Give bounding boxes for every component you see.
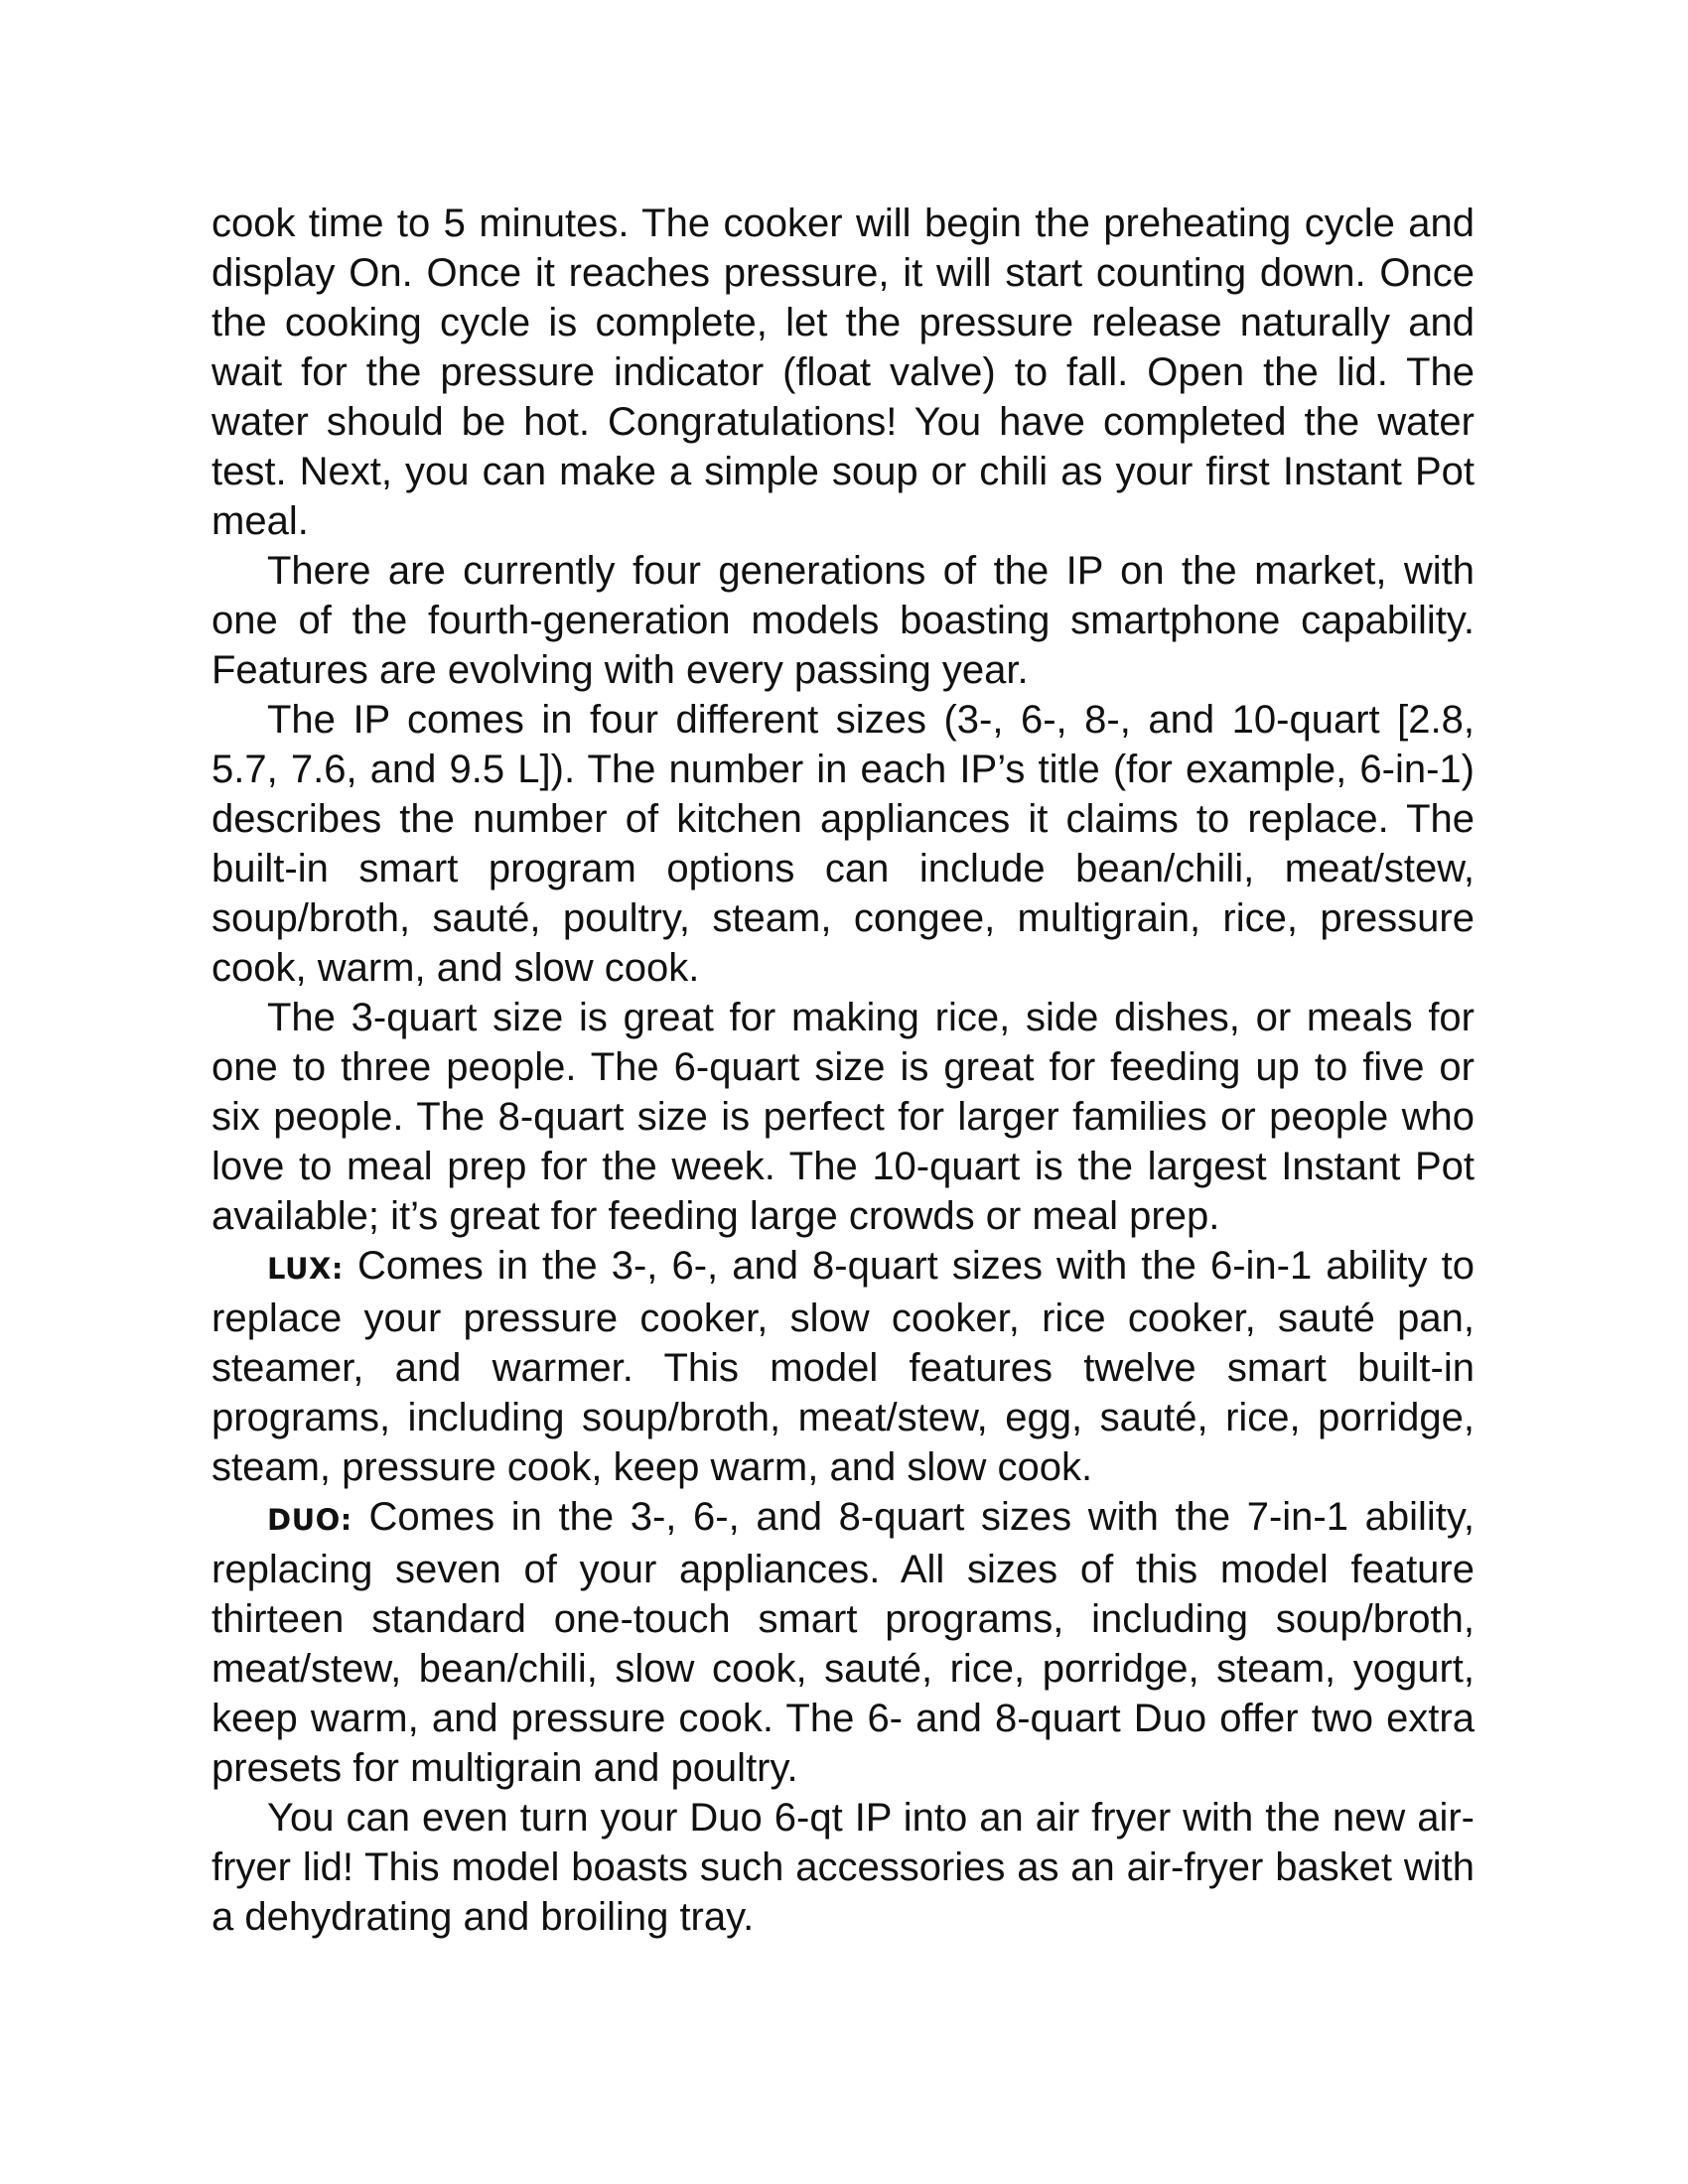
lux-description: Comes in the 3-, 6-, and 8-quart sizes with the 6-in-1 ability to replace your pressure cooker, slow cooker, rice cooker, sauté pan, steamer, and warmer. This model features twelve smart built-in programs, including soup/broth, meat/stew, egg, sauté, rice, porridge, steam, pressure cook, keep warm, and slow cook.	[211, 1244, 1475, 1489]
paragraph-lux	[211, 1241, 1475, 1492]
paragraph-water-test: cook time to 5 minutes. The cooker will begin the preheating cycle and display On. Once it reaches pressure, it will start counting down. Once the cooking cycle is complete, let the pressure release naturally and wait for the pressure indicator (float valve) to fall. Open the lid. The water should be hot. Congratulations! You have completed the water test. Next, you can make a simple soup or chili as your first Instant Pot meal.	[211, 202, 1475, 543]
duo-description: Comes in the 3-, 6-, and 8-quart sizes with the 7-in-1 ability, replacing seven of your appliances. All sizes of this model feature thirteen standard one-touch smart programs, including soup/broth, meat/stew, bean/chili, slow cook, sauté, rice, porridge, steam, yogurt, keep warm, and pressure cook. The 6- and 8-quart Duo offer two extra presets for multigrain and poultry.	[211, 1495, 1475, 1790]
duo-term: DUO:	[267, 1503, 352, 1537]
lux-term: LUX:	[267, 1252, 344, 1286]
paragraph-duo	[211, 1492, 1475, 1793]
paragraph-air-fryer: You can even turn your Duo 6-qt IP into an air fryer with the new air-fryer lid! This model boasts such accessories as an air-fryer basket with a dehydrating and broiling tray.	[211, 1796, 1475, 1939]
page-body	[211, 199, 1475, 1942]
paragraph-generations: There are currently four generations of the IP on the market, with one of the fourth-generation models boasting smartphone capability. Features are evolving with every passing year.	[211, 549, 1475, 692]
paragraph-sizes: The IP comes in four different sizes (3-, 6-, 8-, and 10-quart [2.8, 5.7, 7.6, and 9.5 L]). The number in each IP’s title (for example, 6-in-1) describes the number of kitchen appliances it claims to replace. The built-in smart program options can include bean/chili, meat/stew, soup/broth, sauté, poultry, steam, congee, multigrain, rice, pressure cook, warm, and slow cook.	[211, 698, 1475, 990]
paragraph-size-guide: The 3-quart size is great for making rice, side dishes, or meals for one to three people. The 6-quart size is great for feeding up to five or six people. The 8-quart size is perfect for larger families or people who love to meal prep for the week. The 10-quart is the largest Instant Pot available; it’s great for feeding large crowds or meal prep.	[211, 996, 1475, 1238]
